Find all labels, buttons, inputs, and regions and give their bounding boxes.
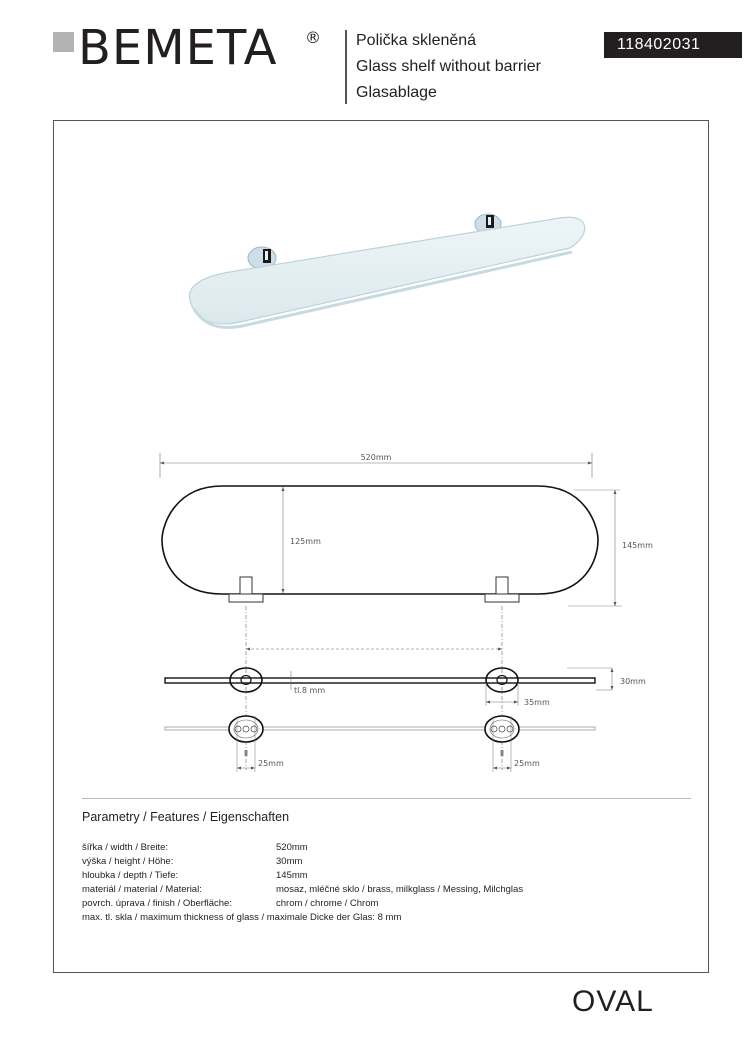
feature-value-material: mosaz, mléčné sklo / brass, milkglass / Messing, Milchglas <box>276 884 524 895</box>
feature-label-material: materiál / material / Material: <box>82 884 202 895</box>
product-photo <box>189 214 584 327</box>
feature-label-width: šířka / width / Breite: <box>82 842 169 853</box>
product-name-de: Glasablage <box>356 84 437 101</box>
product-name-cs: Polička skleněná <box>356 32 477 49</box>
feature-value-depth: 145mm <box>276 870 308 881</box>
bracket-right-top <box>485 577 519 602</box>
screw-spacing-right-label: 25mm <box>514 759 540 768</box>
product-code: 118402031 <box>617 36 701 53</box>
thickness-label: tl.8 mm <box>294 686 326 695</box>
height-label: 30mm <box>620 677 646 686</box>
wall-plate-right <box>485 716 540 772</box>
feature-label-height: výška / height / Höhe: <box>82 856 174 867</box>
feature-label-depth: hloubka / depth / Tiefe: <box>82 870 179 881</box>
bracket-left-top <box>229 577 263 602</box>
feature-label-finish: povrch. úprava / finish / Oberfläche: <box>82 898 232 909</box>
registered-mark: ® <box>305 28 321 47</box>
wall-plate-left <box>229 716 284 772</box>
depth-label: 145mm <box>622 541 653 550</box>
brand-logo: BEMETA <box>78 20 278 76</box>
series-name: OVAL <box>572 985 654 1018</box>
features-divider <box>82 798 691 799</box>
feature-label-glass-thickness: max. tl. skla / maximum thickness of glass / maximale Dicke der Glas: 8 mm <box>82 912 402 923</box>
front-view <box>165 668 646 707</box>
screw-spacing-left-label: 25mm <box>258 759 284 768</box>
product-name-en: Glass shelf without barrier <box>356 58 541 75</box>
bracket-width-label: 35mm <box>524 698 550 707</box>
features-title: Parametry / Features / Eigenschaften <box>82 810 290 824</box>
feature-value-height: 30mm <box>276 856 303 867</box>
width-dimension-label: 520mm <box>360 453 392 462</box>
feature-value-finish: chrom / chrome / Chrom <box>276 898 379 909</box>
back-view <box>165 716 595 772</box>
feature-value-width: 520mm <box>276 842 308 853</box>
inner-depth-label: 125mm <box>290 537 321 546</box>
